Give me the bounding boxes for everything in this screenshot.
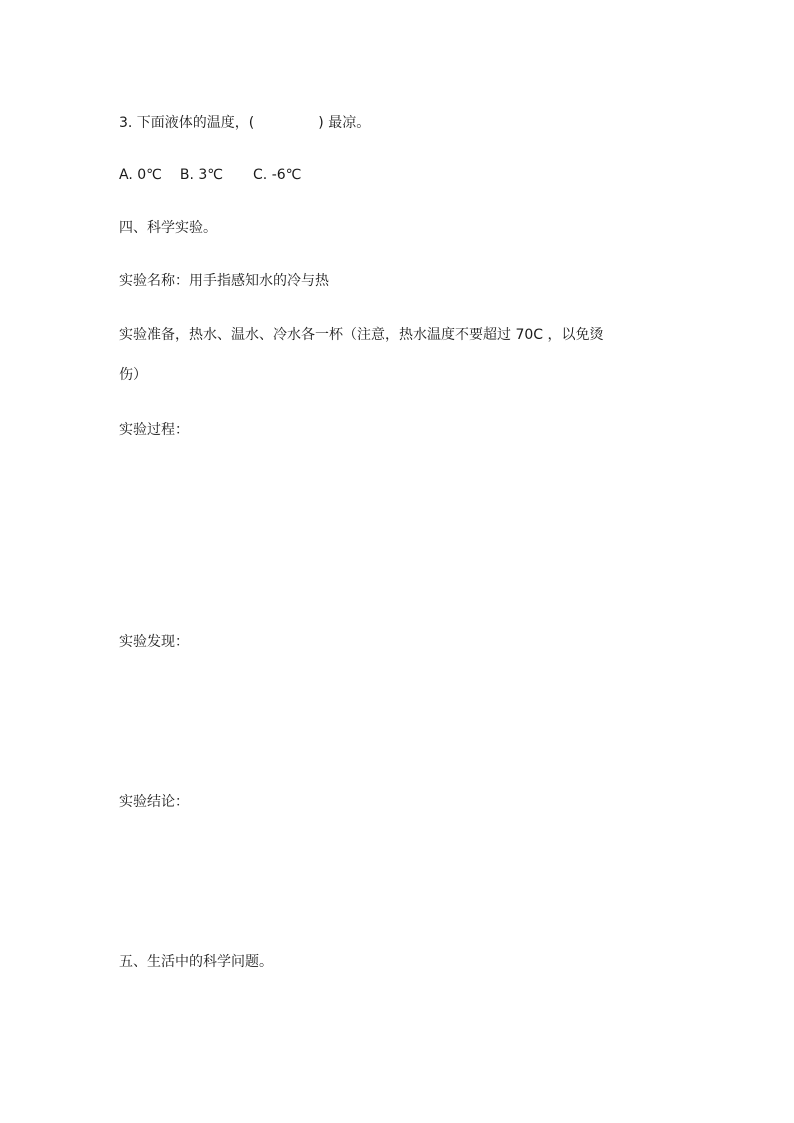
question-3: [119, 113, 370, 133]
experiment-name: 实验名称：用手指感知水的冷与热: [119, 273, 329, 289]
experiment-findings-label: 实验发现：: [119, 634, 189, 650]
experiment-conclusion-label: 实验结论：: [119, 794, 189, 810]
experiment-preparation-line-2: 伤）: [119, 367, 147, 383]
section-4-heading: 四、科学实验。: [119, 220, 217, 236]
question-3-options: [119, 165, 301, 185]
option-c: C. -6℃: [253, 167, 302, 183]
option-a: A. 0℃: [119, 167, 162, 183]
question-3-suffix: ) 最凉。: [318, 115, 371, 131]
experiment-process-label: 实验过程：: [119, 422, 189, 438]
experiment-preparation-line-1: 实验准备，热水、温水、冷水各一杯（注意，热水温度不要超过 70C ，以免烫: [119, 327, 604, 343]
question-3-text: 3. 下面液体的温度，(: [119, 115, 255, 131]
option-b: B. 3℃: [179, 167, 224, 183]
section-5-heading: 五、生活中的科学问题。: [119, 954, 273, 970]
